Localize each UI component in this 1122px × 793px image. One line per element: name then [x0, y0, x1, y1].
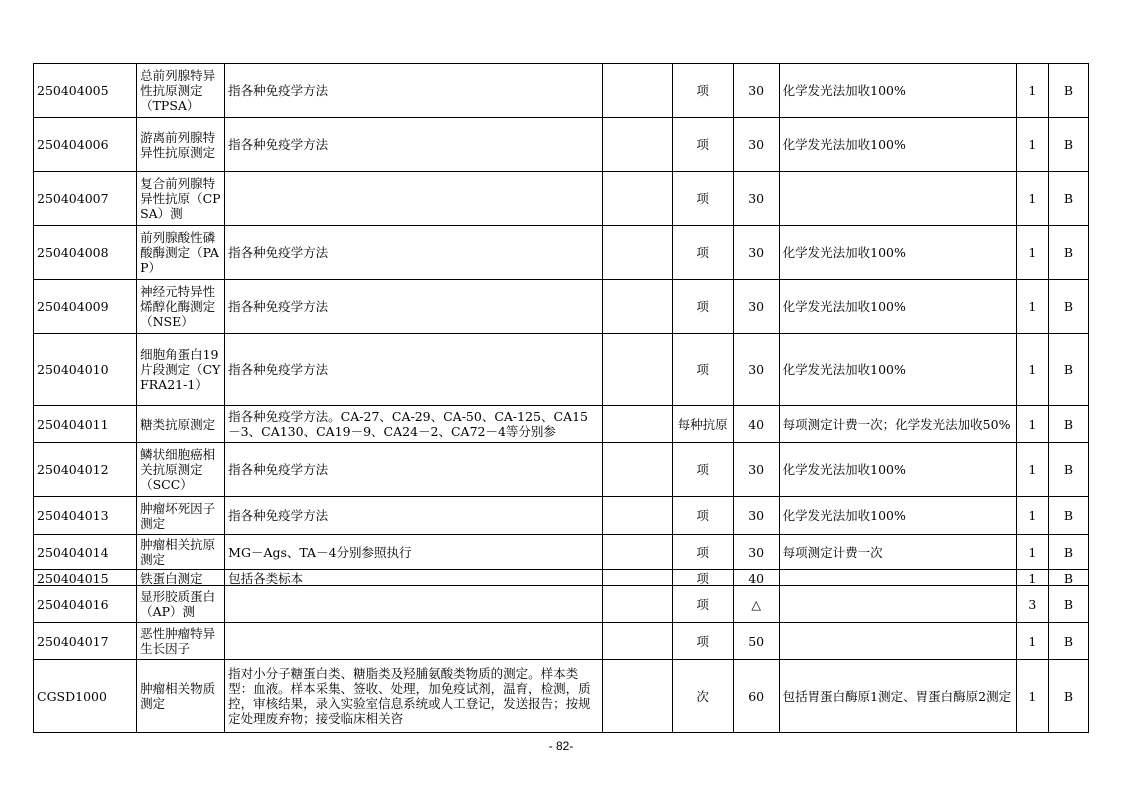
table-row — [34, 623, 1089, 660]
item-exclusion — [602, 623, 672, 660]
item-unit: 每种抗原 — [672, 406, 733, 443]
item-unit: 项 — [672, 118, 733, 172]
item-exclusion — [602, 334, 672, 406]
item-category: 1 — [1016, 64, 1048, 118]
item-grade: B — [1048, 172, 1088, 226]
table-row — [34, 280, 1089, 334]
item-price: △ — [733, 586, 779, 623]
item-price: 30 — [733, 118, 779, 172]
item-exclusion — [602, 497, 672, 535]
item-note: 化学发光法加收100% — [779, 497, 1016, 535]
item-category: 1 — [1016, 497, 1048, 535]
item-content — [225, 172, 602, 226]
item-code: 250404008 — [34, 226, 137, 280]
item-name: 恶性肿瘤特异生长因子 — [137, 623, 225, 660]
item-note: 化学发光法加收100% — [779, 118, 1016, 172]
item-unit: 项 — [672, 535, 733, 570]
item-code: 250404015 — [34, 570, 137, 586]
item-category: 1 — [1016, 226, 1048, 280]
item-grade: B — [1048, 118, 1088, 172]
item-price: 30 — [733, 535, 779, 570]
item-unit: 项 — [672, 497, 733, 535]
item-name: 复合前列腺特异性抗原（CPSA）测 — [137, 172, 225, 226]
item-content: 指各种免疫学方法 — [225, 118, 602, 172]
item-name: 鳞状细胞癌相关抗原测定（SCC） — [137, 443, 225, 497]
item-name: 前列腺酸性磷酸酶测定（PAP） — [137, 226, 225, 280]
item-grade: B — [1048, 660, 1088, 733]
table-row — [34, 497, 1089, 535]
item-exclusion — [602, 118, 672, 172]
item-price: 30 — [733, 334, 779, 406]
item-name: 神经元特异性烯醇化酶测定（NSE） — [137, 280, 225, 334]
fee-table — [33, 63, 1089, 733]
item-content: 包括各类标本 — [225, 570, 602, 586]
item-price: 30 — [733, 172, 779, 226]
item-exclusion — [602, 570, 672, 586]
item-grade: B — [1048, 586, 1088, 623]
table-body — [34, 64, 1089, 733]
item-note: 化学发光法加收100% — [779, 334, 1016, 406]
item-grade: B — [1048, 497, 1088, 535]
item-unit: 项 — [672, 64, 733, 118]
item-price: 40 — [733, 406, 779, 443]
item-content: 指各种免疫学方法 — [225, 226, 602, 280]
item-grade: B — [1048, 334, 1088, 406]
item-grade: B — [1048, 64, 1088, 118]
page-number: - 82- — [548, 739, 574, 753]
item-exclusion — [602, 660, 672, 733]
item-unit: 次 — [672, 660, 733, 733]
item-content: 指各种免疫学方法 — [225, 497, 602, 535]
item-content: 指各种免疫学方法 — [225, 443, 602, 497]
item-name: 总前列腺特异性抗原测定（TPSA） — [137, 64, 225, 118]
item-code: CGSD1000 — [34, 660, 137, 733]
item-unit: 项 — [672, 226, 733, 280]
table-row — [34, 443, 1089, 497]
item-exclusion — [602, 64, 672, 118]
item-exclusion — [602, 172, 672, 226]
item-content: 指各种免疫学方法。CA-27、CA-29、CA-50、CA-125、CA15－3、CA130、CA19－9、CA24－2、CA72－4等分别参 — [225, 406, 602, 443]
item-code: 250404009 — [34, 280, 137, 334]
table-row — [34, 586, 1089, 623]
item-category: 1 — [1016, 623, 1048, 660]
item-category: 1 — [1016, 406, 1048, 443]
item-unit: 项 — [672, 586, 733, 623]
item-name: 糖类抗原测定 — [137, 406, 225, 443]
item-unit: 项 — [672, 172, 733, 226]
item-grade: B — [1048, 535, 1088, 570]
item-exclusion — [602, 535, 672, 570]
item-note: 化学发光法加收100% — [779, 443, 1016, 497]
item-code: 250404010 — [34, 334, 137, 406]
table-row — [34, 118, 1089, 172]
table-row — [34, 570, 1089, 586]
item-exclusion — [602, 586, 672, 623]
item-name: 显形胶质蛋白（AP）测 — [137, 586, 225, 623]
item-note: 每项测定计费一次；化学发光法加收50% — [779, 406, 1016, 443]
item-note: 化学发光法加收100% — [779, 280, 1016, 334]
item-code: 250404014 — [34, 535, 137, 570]
item-grade: B — [1048, 280, 1088, 334]
item-name: 肿瘤坏死因子测定 — [137, 497, 225, 535]
item-content: 指各种免疫学方法 — [225, 334, 602, 406]
item-code: 250404011 — [34, 406, 137, 443]
item-content — [225, 623, 602, 660]
table-row — [34, 535, 1089, 570]
item-name: 肿瘤相关抗原测定 — [137, 535, 225, 570]
item-content: 指各种免疫学方法 — [225, 280, 602, 334]
item-note: 化学发光法加收100% — [779, 64, 1016, 118]
item-grade: B — [1048, 406, 1088, 443]
item-code: 250404007 — [34, 172, 137, 226]
item-unit: 项 — [672, 623, 733, 660]
item-note: 包括胃蛋白酶原1测定、胃蛋白酶原2测定 — [779, 660, 1016, 733]
item-content: 指对小分子糖蛋白类、糖脂类及羟脯氨酸类物质的测定。样本类型：血液。样本采集、签收、处理，加免疫试剂，温育，检测，质控，审核结果，录入实验室信息系统或人工登记，发送报告；按规定处理废弃物；接受临床相关咨 — [225, 660, 602, 733]
item-price: 40 — [733, 570, 779, 586]
item-unit: 项 — [672, 443, 733, 497]
item-category: 1 — [1016, 172, 1048, 226]
item-code: 250404013 — [34, 497, 137, 535]
item-category: 3 — [1016, 586, 1048, 623]
item-name: 肿瘤相关物质测定 — [137, 660, 225, 733]
table-row — [34, 406, 1089, 443]
item-exclusion — [602, 406, 672, 443]
item-category: 1 — [1016, 535, 1048, 570]
item-content: 指各种免疫学方法 — [225, 64, 602, 118]
table-row — [34, 226, 1089, 280]
item-content — [225, 586, 602, 623]
item-name: 游离前列腺特异性抗原测定 — [137, 118, 225, 172]
item-exclusion — [602, 226, 672, 280]
table-row — [34, 334, 1089, 406]
item-note — [779, 570, 1016, 586]
item-unit: 项 — [672, 280, 733, 334]
item-exclusion — [602, 280, 672, 334]
item-code: 250404006 — [34, 118, 137, 172]
item-price: 30 — [733, 497, 779, 535]
table-row — [34, 660, 1089, 733]
item-grade: B — [1048, 226, 1088, 280]
item-unit: 项 — [672, 334, 733, 406]
item-category: 1 — [1016, 660, 1048, 733]
item-name: 铁蛋白测定 — [137, 570, 225, 586]
item-code: 250404017 — [34, 623, 137, 660]
item-category: 1 — [1016, 334, 1048, 406]
table-row — [34, 64, 1089, 118]
item-category: 1 — [1016, 443, 1048, 497]
item-price: 30 — [733, 226, 779, 280]
item-note — [779, 586, 1016, 623]
item-content: MG－Ags、TA－4分别参照执行 — [225, 535, 602, 570]
item-price: 30 — [733, 280, 779, 334]
item-price: 30 — [733, 64, 779, 118]
item-grade: B — [1048, 443, 1088, 497]
item-price: 60 — [733, 660, 779, 733]
table-row — [34, 172, 1089, 226]
item-note — [779, 172, 1016, 226]
item-code: 250404012 — [34, 443, 137, 497]
item-grade: B — [1048, 623, 1088, 660]
item-code: 250404016 — [34, 586, 137, 623]
item-category: 1 — [1016, 570, 1048, 586]
item-unit: 项 — [672, 570, 733, 586]
item-price: 30 — [733, 443, 779, 497]
item-exclusion — [602, 443, 672, 497]
item-category: 1 — [1016, 118, 1048, 172]
item-grade: B — [1048, 570, 1088, 586]
item-note — [779, 623, 1016, 660]
item-code: 250404005 — [34, 64, 137, 118]
item-price: 50 — [733, 623, 779, 660]
item-category: 1 — [1016, 280, 1048, 334]
item-note: 每项测定计费一次 — [779, 535, 1016, 570]
item-name: 细胞角蛋白19片段测定（CYFRA21-1） — [137, 334, 225, 406]
item-note: 化学发光法加收100% — [779, 226, 1016, 280]
